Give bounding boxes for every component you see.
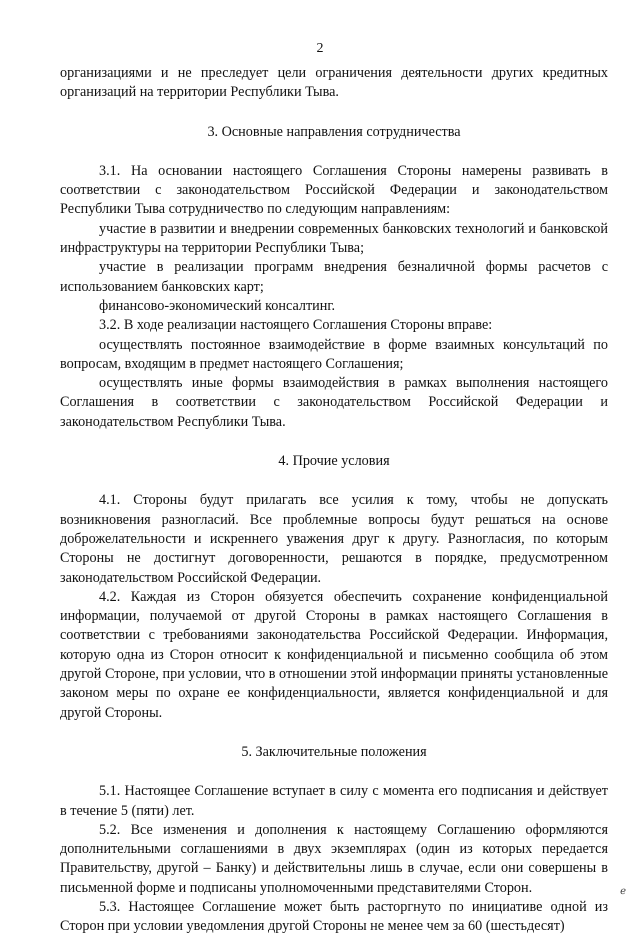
clause-4-2: 4.2. Каждая из Сторон обязуется обеспечить сохранение конфиденциальной информации, получаемой от другой Стороны в рамках настоящего Соглашения в соответствии с требованиями законодательства Российской Федерации. Информация, которую одна из Сторон относит к конфиденциальной и письменно сообщила об этом другой Стороне, при условии, что в отношении этой информации приняты установленные законом меры по охране ее конфиденциальности, является конфиденциальной и для другой Стороны. xyxy=(60,588,608,721)
clause-4-1: 4.1. Стороны будут прилагать все усилия к тому, чтобы не допускать возникновения разногласий. Все проблемные вопросы будут решаться на основе доброжелательности и искреннего уважения друг к другу. Разногласия, по которым Стороны не достигнут договоренности, решаются в порядке, предусмотренном законодательством Российской Федерации. xyxy=(60,492,608,586)
clause-3-1-item-a: участие в развитии и внедрении современных банковских технологий и банковской инфраструктуры на территории Республики Тыва; xyxy=(60,220,608,257)
section-heading-4: 4. Прочие условия xyxy=(278,453,390,470)
scan-corner-mark: ℯ xyxy=(620,886,626,897)
section-heading-5: 5. Заключительные положения xyxy=(241,743,427,760)
clause-3-1-item-c: финансово-экономический консалтинг. xyxy=(99,297,336,314)
clause-3-1-item-b: участие в реализации программ внедрения безналичной формы расчетов с использованием банковских карт; xyxy=(60,259,608,295)
clause-3-1: 3.1. На основании настоящего Соглашения Стороны намерены развивать в соответствии с законодательством Российской Федерации и законодательством Республики Тыва сотрудничество по следующим направлениям: xyxy=(60,162,608,218)
clause-5-3: 5.3. Настоящее Соглашение может быть расторгнуто по инициативе одной из Сторон при условии уведомления другой Стороны не менее чем за 60 (шестьдесят) xyxy=(60,898,608,935)
clause-3-2-item-b: осуществлять иные формы взаимодействия в рамках выполнения настоящего Соглашения в соответствии с законодательством Российской Федерации и законодательством Республики Тыва. xyxy=(60,375,608,430)
document-body xyxy=(60,64,608,937)
paragraph-continuation: организациями и не преследует цели ограничения деятельности других кредитных организаций на территории Республики Тыва. xyxy=(60,65,608,101)
clause-5-2: 5.2. Все изменения и дополнения к настоящему Соглашению оформляются дополнительными соглашениями в двух экземплярах (один из которых передается Правительству, другой – Банку) и действительны лишь в случае, если они совершены в письменной форме и подписаны уполномоченными представителями Сторон. xyxy=(60,821,608,896)
clause-3-2: 3.2. В ходе реализации настоящего Соглашения Стороны вправе: xyxy=(99,317,493,334)
section-heading-3: 3. Основные направления сотрудничества xyxy=(207,123,461,140)
clause-5-1: 5.1. Настоящее Соглашение вступает в силу с момента его подписания и действует в течение 5 (пяти) лет. xyxy=(60,783,608,819)
page-number: 2 xyxy=(316,41,324,56)
clause-3-2-item-a: осуществлять постоянное взаимодействие в форме взаимных консультаций по вопросам, входящим в предмет настоящего Соглашения; xyxy=(60,336,608,372)
